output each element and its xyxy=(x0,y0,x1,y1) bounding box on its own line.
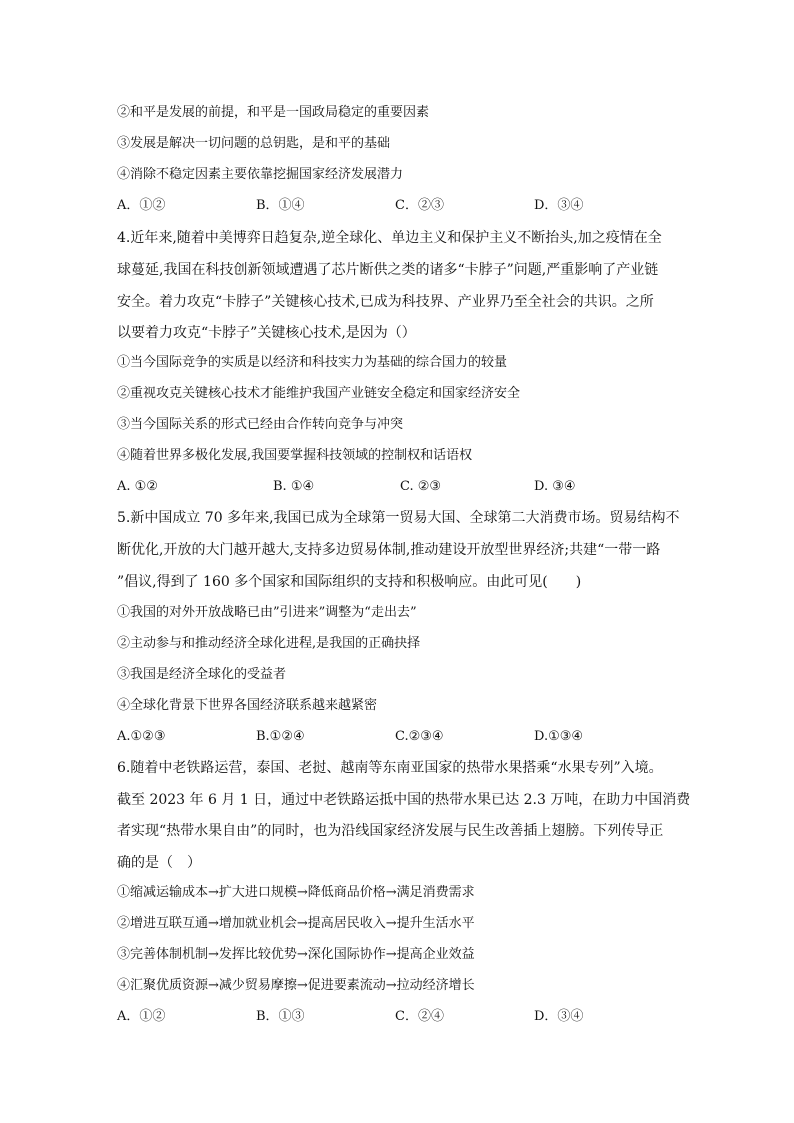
q5-option-b: B.①②④ xyxy=(256,729,305,744)
q6-stem-line-2: 截至 2023 年 6 月 1 日，通过中老铁路运抵中国的热带水果已达 2.3 万吨，在助力中国消费 xyxy=(117,792,691,808)
q4-option-a: A. ①② xyxy=(117,479,158,494)
q5-stem-line-3: ”倡议,得到了 160 多个国家和国际组织的支持和积极响应。由此可见( ) xyxy=(117,574,582,590)
q6-options xyxy=(117,1009,677,1025)
q3-option-c: C．②③ xyxy=(395,198,444,213)
q4-options xyxy=(117,479,677,495)
q5-option-a: A.①②③ xyxy=(117,729,166,744)
q4-statement-4: ④随着世界多极化发展,我国要掌握科技领域的控制权和话语权 xyxy=(117,448,473,463)
q4-stem-line-4: 以要着力攻克“卡脖子”关键核心技术,是因为（） xyxy=(117,325,416,341)
q4-stem-line-1: 4.近年来,随着中美博弈日趋复杂,逆全球化、单边主义和保护主义不断抬头,加之疫情在全 xyxy=(117,230,662,246)
q5-statement-2: ②主动参与和推动经济全球化进程,是我国的正确抉择 xyxy=(117,636,421,651)
q6-statement-4: ④汇聚优质资源→减少贸易摩擦→促进要素流动→拉动经济增长 xyxy=(117,978,475,993)
q6-statement-2: ②增进互联互通→增加就业机会→提高居民收入→提升生活水平 xyxy=(117,916,475,931)
q6-statement-3: ③完善体制机制→发挥比较优势→深化国际协作→提高企业效益 xyxy=(117,947,475,962)
q5-statement-1: ①我国的对外开放战略已由”引进来”调整为“走出去” xyxy=(117,605,417,620)
q3-option-d: D．③④ xyxy=(534,198,584,213)
q5-option-d: D.①③④ xyxy=(534,729,584,744)
q6-option-a: A．①② xyxy=(117,1009,166,1024)
q4-stem-line-2: 球蔓延,我国在科技创新领域遭遇了芯片断供之类的诸多“卡脖子”问题,严重影响了产业链 xyxy=(117,262,659,278)
q5-stem-line-1: 5.新中国成立 70 多年来,我国已成为全球第一贸易大国、全球第二大消费市场。贸易结构不 xyxy=(117,510,680,526)
q3-statement-4: ④消除不稳定因素主要依靠挖掘国家经济发展潜力 xyxy=(117,167,404,182)
q4-statement-3: ③当今国际关系的形式已经由合作转向竞争与冲突 xyxy=(117,417,404,432)
q3-options xyxy=(117,198,677,214)
q6-stem-line-3: 者实现“热带水果自由”的同时，也为沿线国家经济发展与民生改善插上翅膀。下列传导正 xyxy=(117,823,664,839)
q5-statement-4: ④全球化背景下世界各国经济联系越来越紧密 xyxy=(117,698,378,713)
q4-stem-line-3: 安全。着力攻克“卡脖子”关键核心技术,已成为科技界、产业界乃至全社会的共识。之所 xyxy=(117,294,654,310)
q4-statement-2: ②重视攻克关键核心技术才能维护我国产业链安全稳定和国家经济安全 xyxy=(117,386,521,401)
q5-options xyxy=(117,729,677,745)
q5-option-c: C.②③④ xyxy=(395,729,444,744)
q6-option-c: C．②④ xyxy=(395,1009,444,1024)
q3-statement-3: ③发展是解决一切问题的总钥匙，是和平的基础 xyxy=(117,136,391,151)
q6-stem-line-1: 6.随着中老铁路运营，泰国、老挝、越南等东南亚国家的热带水果搭乘“水果专列”入境。 xyxy=(117,760,663,776)
q6-option-b: B．①③ xyxy=(256,1009,305,1024)
q5-stem-line-2: 断优化,开放的大门越开越大,支持多边贸易体制,推动建设开放型世界经济;共建“一带一路 xyxy=(117,542,661,558)
q5-statement-3: ③我国是经济全球化的受益者 xyxy=(117,667,287,682)
q3-option-a: A．①② xyxy=(117,198,166,213)
q4-option-b: B. ①④ xyxy=(273,479,315,494)
q6-statement-1: ①缩减运输成本→扩大进口规模→降低商品价格→满足消费需求 xyxy=(117,885,475,900)
q4-option-c: C. ②③ xyxy=(400,479,442,494)
q3-statement-2: ②和平是发展的前提，和平是一国政局稳定的重要因素 xyxy=(117,105,430,120)
q4-option-d: D. ③④ xyxy=(534,479,576,494)
q6-stem-line-4: 确的是（ ） xyxy=(117,855,201,871)
q4-statement-1: ①当今国际竞争的实质是以经济和科技实力为基础的综合国力的较量 xyxy=(117,355,508,370)
q6-option-d: D．③④ xyxy=(534,1009,584,1024)
q3-option-b: B．①④ xyxy=(256,198,305,213)
